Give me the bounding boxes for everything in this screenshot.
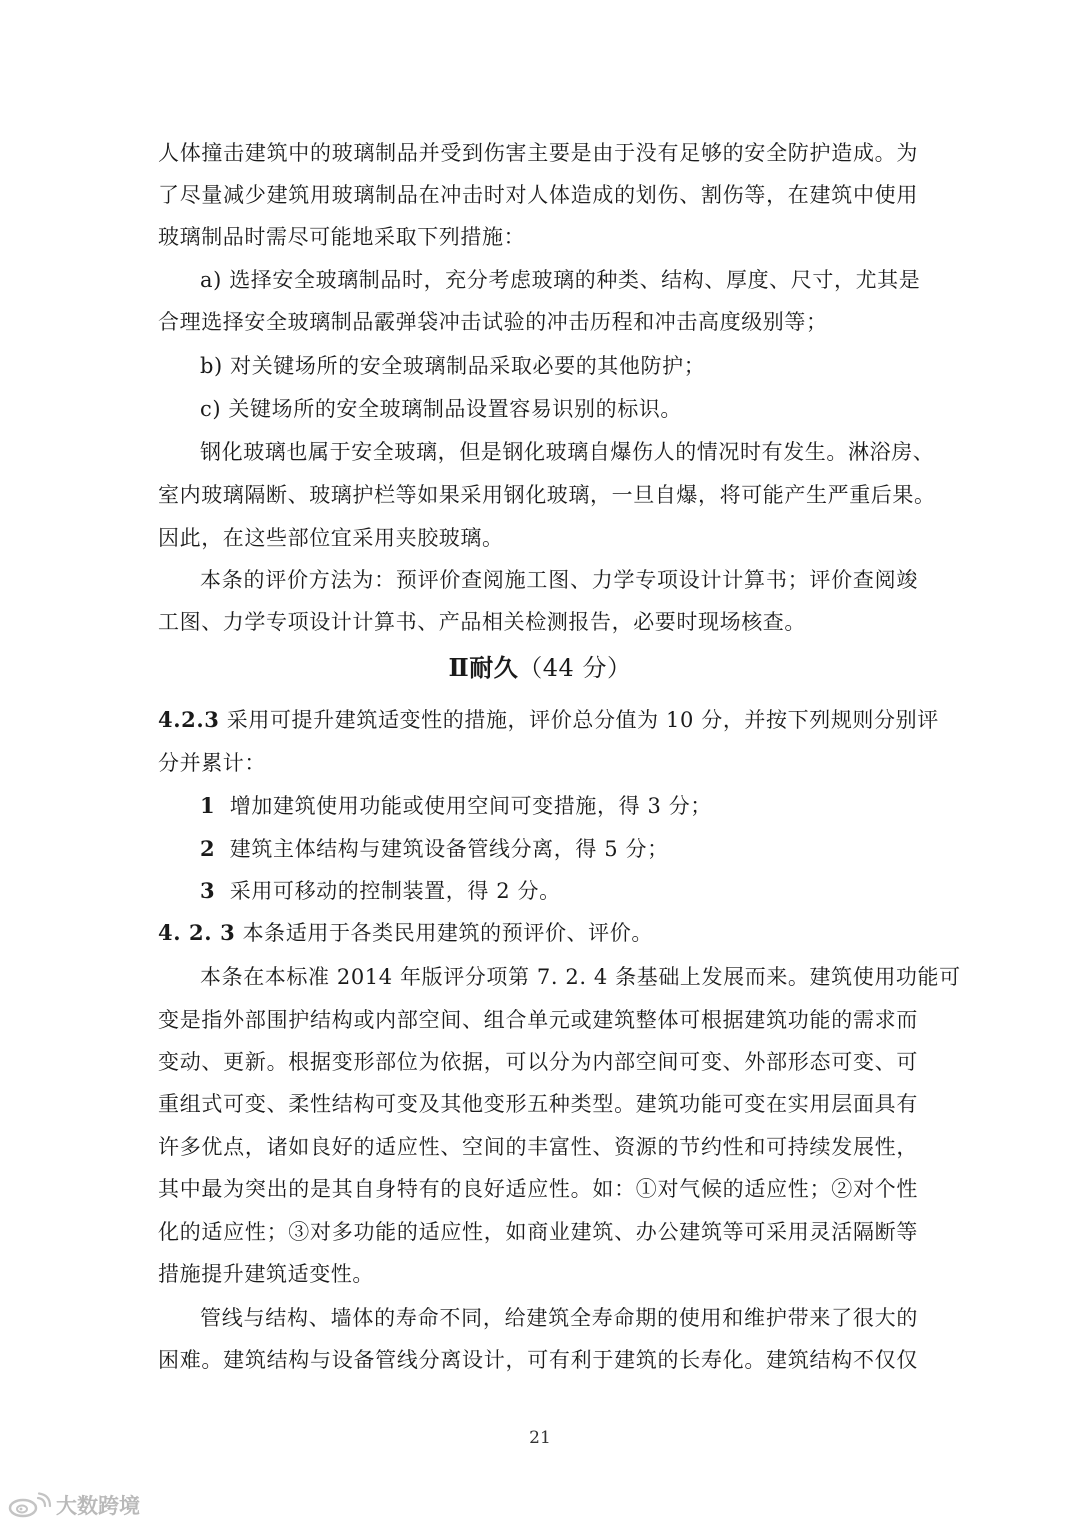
clause-text: 采用可提升建筑适变性的措施，评价总分值为 10 分，并按下列规则分别评 bbox=[226, 708, 939, 732]
clause-item-2 bbox=[200, 827, 918, 871]
explanation-para1-line-1: 本条在本标准 2014 年版评分项第 7. 2. 4 条基础上发展而来。建筑使用功能可 bbox=[200, 965, 961, 989]
explanation-scope: 本条适用于各类民用建筑的预评价、评价。 bbox=[242, 921, 653, 945]
clause-item-2-text: 建筑主体结构与建筑设备管线分离，得 5 分； bbox=[229, 837, 669, 861]
clause-line-1 bbox=[158, 698, 939, 742]
section-heading bbox=[0, 646, 1080, 690]
explanation-para1-line-8: 措施提升建筑适变性。 bbox=[158, 1262, 374, 1286]
explanation-para1-line-7: 化的适应性；③对多功能的适应性，如商业建筑、办公建筑等可采用灵活隔断等 bbox=[158, 1220, 918, 1244]
tempered-line-1: 钢化玻璃也属于安全玻璃，但是钢化玻璃自爆伤人的情况时有发生。淋浴房、 bbox=[200, 440, 935, 464]
explanation-para1-line-3: 变动、更新。根据变形部位为依据，可以分为内部空间可变、外部形态可变、可 bbox=[158, 1050, 918, 1074]
measure-a-line-1: a) 选择安全玻璃制品时，充分考虑玻璃的种类、结构、厚度、尺寸，尤其是 bbox=[200, 268, 921, 292]
watermark bbox=[8, 1490, 140, 1520]
paragraph1-line-2: 了尽量减少建筑用玻璃制品在冲击时对人体造成的划伤、割伤等，在建筑中使用 bbox=[158, 183, 918, 207]
clause-item-1-text: 增加建筑使用功能或使用空间可变措施，得 3 分； bbox=[229, 794, 712, 818]
explanation-para2-line-2: 困难。建筑结构与设备管线分离设计，可有利于建筑的长寿化。建筑结构不仅仅 bbox=[158, 1348, 918, 1372]
watermark-text: 大数跨境 bbox=[56, 1494, 140, 1518]
clause-item-3-number: 3 bbox=[200, 878, 216, 903]
tempered-line-3: 因此，在这些部位宜采用夹胶玻璃。 bbox=[158, 526, 504, 550]
explanation-para1-line-4: 重组式可变、柔性结构可变及其他变形五种类型。建筑功能可变在实用层面具有 bbox=[158, 1092, 918, 1116]
explanation-scope-line bbox=[158, 911, 918, 955]
explanation-number: 4. 2. 3 bbox=[158, 920, 236, 945]
measure-b: b) 对关键场所的安全玻璃制品采取必要的其他防护； bbox=[200, 354, 706, 378]
paragraph1-line-1: 人体撞击建筑中的玻璃制品并受到伤害主要是由于没有足够的安全防护造成。为 bbox=[158, 141, 918, 165]
clause-item-2-number: 2 bbox=[200, 836, 216, 861]
tempered-line-2: 室内玻璃隔断、玻璃护栏等如果采用钢化玻璃，一旦自爆，将可能产生严重后果。 bbox=[158, 483, 936, 507]
page-number: 21 bbox=[529, 1428, 551, 1448]
evaluation-line-2: 工图、力学专项设计计算书、产品相关检测报告，必要时现场核查。 bbox=[158, 610, 806, 634]
measure-c: c) 关键场所的安全玻璃制品设置容易识别的标识。 bbox=[200, 397, 683, 421]
paragraph1-line-3: 玻璃制品时需尽可能地采取下列措施： bbox=[158, 225, 526, 249]
clause-line-2: 分并累计： bbox=[158, 751, 266, 775]
section-score: （44 分） bbox=[518, 654, 632, 682]
section-title: Ⅱ耐久 bbox=[448, 653, 519, 682]
weibo-logo-icon bbox=[8, 1492, 52, 1518]
explanation-para1-line-5: 许多优点，诸如良好的适应性、空间的丰富性、资源的节约性和可持续发展性， bbox=[158, 1135, 918, 1159]
clause-item-3-text: 采用可移动的控制装置，得 2 分。 bbox=[229, 879, 561, 903]
clause-item-3 bbox=[200, 869, 918, 913]
explanation-para1-line-2: 变是指外部围护结构或内部空间、组合单元或建筑整体可根据建筑功能的需求而 bbox=[158, 1008, 918, 1032]
explanation-para2-line-1: 管线与结构、墙体的寿命不同，给建筑全寿命期的使用和维护带来了很大的 bbox=[200, 1306, 918, 1330]
clause-item-1-number: 1 bbox=[200, 793, 216, 818]
evaluation-line-1: 本条的评价方法为：预评价查阅施工图、力学专项设计计算书；评价查阅竣 bbox=[200, 568, 918, 592]
explanation-para1-line-6: 其中最为突出的是其自身特有的良好适应性。如：①对气候的适应性；②对个性 bbox=[158, 1177, 918, 1201]
clause-item-1 bbox=[200, 784, 918, 828]
clause-number: 4.2.3 bbox=[158, 707, 220, 732]
measure-a-line-2: 合理选择安全玻璃制品霰弹袋冲击试验的冲击历程和冲击高度级别等； bbox=[158, 310, 828, 334]
